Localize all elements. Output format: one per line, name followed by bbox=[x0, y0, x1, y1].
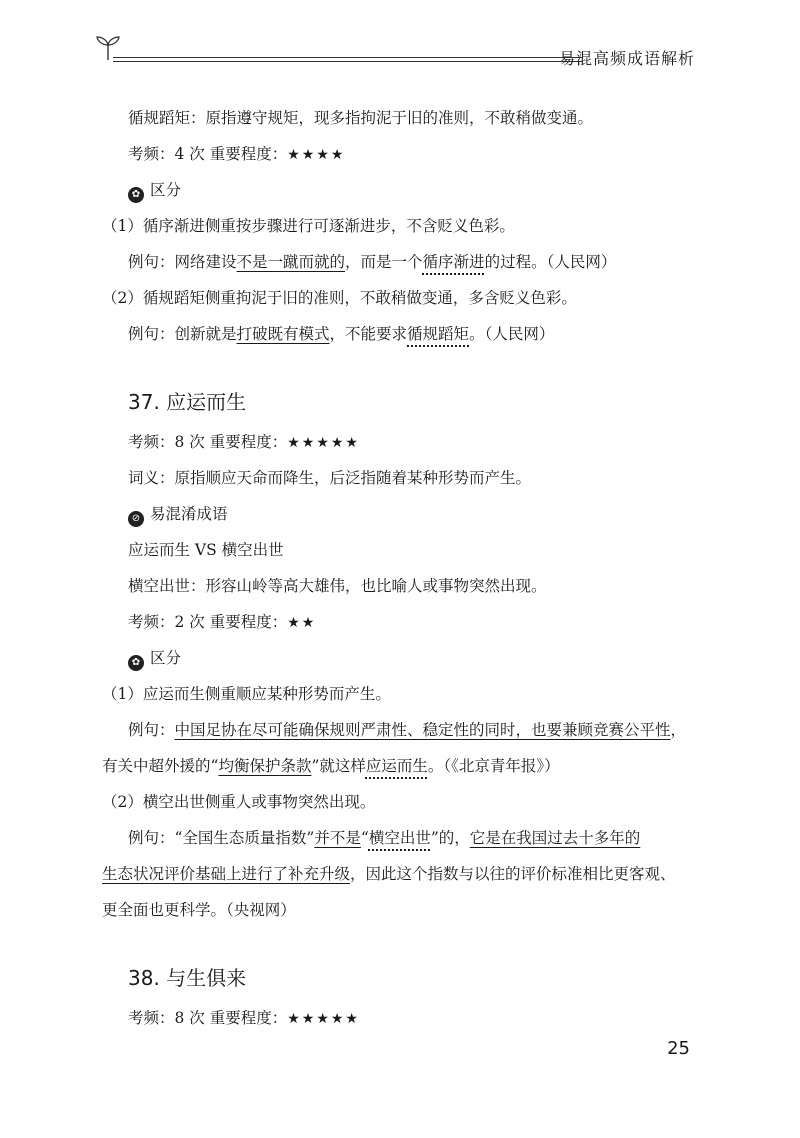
frequency-label: 考频：8 次 重要程度： bbox=[128, 1009, 288, 1027]
dotted-idiom: 循规蹈矩 bbox=[407, 325, 470, 343]
example-text: ”就这样 bbox=[311, 757, 366, 775]
example-sentence-1-cont bbox=[102, 748, 698, 784]
frequency-line bbox=[128, 424, 698, 460]
definition: 循规蹈矩：原指遵守规矩，现多指拘泥于旧的准则，不敢稍做变通。 bbox=[128, 109, 594, 127]
underlined-phrase: 不是一蹴而就的 bbox=[236, 253, 346, 271]
frequency-label: 考频：4 次 重要程度： bbox=[128, 145, 288, 163]
underlined-phrase: 生态状况评价基础上进行了补充升级 bbox=[102, 865, 351, 883]
versus-line: 应运而生 VS 横空出世 bbox=[128, 541, 284, 559]
page-content bbox=[102, 100, 698, 1036]
example-sentence-1 bbox=[128, 244, 698, 280]
example-text: ，不能要求 bbox=[329, 325, 408, 343]
example-text: “ bbox=[360, 829, 369, 847]
confusable-icon: ⊘ bbox=[128, 511, 144, 527]
distinguish-item-1: （1）应运而生侧重顺应某种形势而产生。 bbox=[102, 685, 391, 703]
dotted-idiom: 应运而生 bbox=[365, 757, 428, 775]
importance-stars: ★★ bbox=[287, 615, 317, 631]
page-number: 25 bbox=[667, 1038, 690, 1059]
example-sentence-1 bbox=[128, 712, 698, 748]
underlined-phrase: 它是在我国过去十多年的 bbox=[469, 829, 641, 847]
distinguish-icon: ✿ bbox=[128, 655, 144, 671]
header-title: 易混高频成语解析 bbox=[558, 49, 695, 68]
section-distinguish bbox=[128, 172, 698, 208]
example-text: ， bbox=[670, 721, 687, 739]
importance-stars: ★★★★★ bbox=[287, 1011, 360, 1027]
dotted-idiom: 横空出世 bbox=[368, 829, 431, 847]
underlined-phrase: 均衡保护条款 bbox=[218, 757, 312, 775]
example-sentence-2 bbox=[128, 316, 698, 352]
idiom-heading-37: 37. 应运而生 bbox=[128, 390, 247, 414]
spacer bbox=[128, 352, 698, 380]
other-definition: 横空出世：形容山岭等高大雄伟，也比喻人或事物突然出现。 bbox=[128, 577, 547, 595]
example-sentence-2-end: 更全面也更科学。（央视网） bbox=[102, 901, 296, 919]
example-text: ，而是一个 bbox=[345, 253, 423, 271]
example-sentence-2 bbox=[128, 820, 698, 856]
frequency-label: 考频：2 次 重要程度： bbox=[128, 613, 288, 631]
distinguish-item-2: （2）循规蹈矩侧重拘泥于旧的准则，不敢稍做变通，多含贬义色彩。 bbox=[102, 289, 577, 307]
example-text: 例句： bbox=[128, 721, 175, 739]
distinguish-item-2: （2）横空出世侧重人或事物突然出现。 bbox=[102, 793, 376, 811]
example-text: 例句：创新就是 bbox=[128, 325, 237, 343]
example-text: ，因此这个指数与以往的评价标准相比更客观、 bbox=[350, 865, 676, 883]
example-source: 。（人民网） bbox=[469, 325, 555, 343]
spacer bbox=[128, 928, 698, 956]
section-distinguish bbox=[128, 640, 698, 676]
importance-stars: ★★★★ bbox=[287, 147, 346, 163]
page-header bbox=[95, 30, 695, 70]
example-sentence-2-cont bbox=[102, 856, 698, 892]
underlined-phrase: 中国足协在尽可能确保规则严肃性、稳定性的同时，也要兼顾竞赛公平性 bbox=[174, 721, 671, 739]
idiom-heading-38: 38. 与生俱来 bbox=[128, 966, 247, 990]
dotted-idiom: 循序渐进 bbox=[422, 253, 485, 271]
underlined-phrase: 并不是 bbox=[314, 829, 361, 847]
example-text: ”的， bbox=[430, 829, 470, 847]
example-source: 。（《北京青年报》） bbox=[427, 757, 560, 775]
underlined-phrase: 打破既有模式 bbox=[236, 325, 330, 343]
frequency-label: 考频：8 次 重要程度： bbox=[128, 433, 288, 451]
section-confusable bbox=[128, 496, 698, 532]
section-title: 区分 bbox=[150, 181, 182, 199]
section-title: 区分 bbox=[150, 649, 182, 667]
distinguish-icon: ✿ bbox=[128, 187, 144, 203]
frequency-line bbox=[128, 1000, 698, 1036]
example-text: 例句：“全国生态质量指数” bbox=[128, 829, 315, 847]
section-title: 易混淆成语 bbox=[150, 505, 228, 523]
other-frequency-line bbox=[128, 604, 698, 640]
distinguish-item-1: （1）循序渐进侧重按步骤进行可逐渐进步，不含贬义色彩。 bbox=[102, 217, 515, 235]
example-source: 的过程。（人民网） bbox=[484, 253, 617, 271]
example-text: 有关中超外援的“ bbox=[102, 757, 219, 775]
example-text: 例句：网络建设 bbox=[128, 253, 237, 271]
importance-stars: ★★★★★ bbox=[287, 435, 360, 451]
meaning: 词义：原指顺应天命而降生，后泛指随着某种形势而产生。 bbox=[128, 469, 532, 487]
frequency-line bbox=[128, 136, 698, 172]
header-rule-thin bbox=[113, 61, 583, 62]
header-rule bbox=[113, 57, 583, 58]
